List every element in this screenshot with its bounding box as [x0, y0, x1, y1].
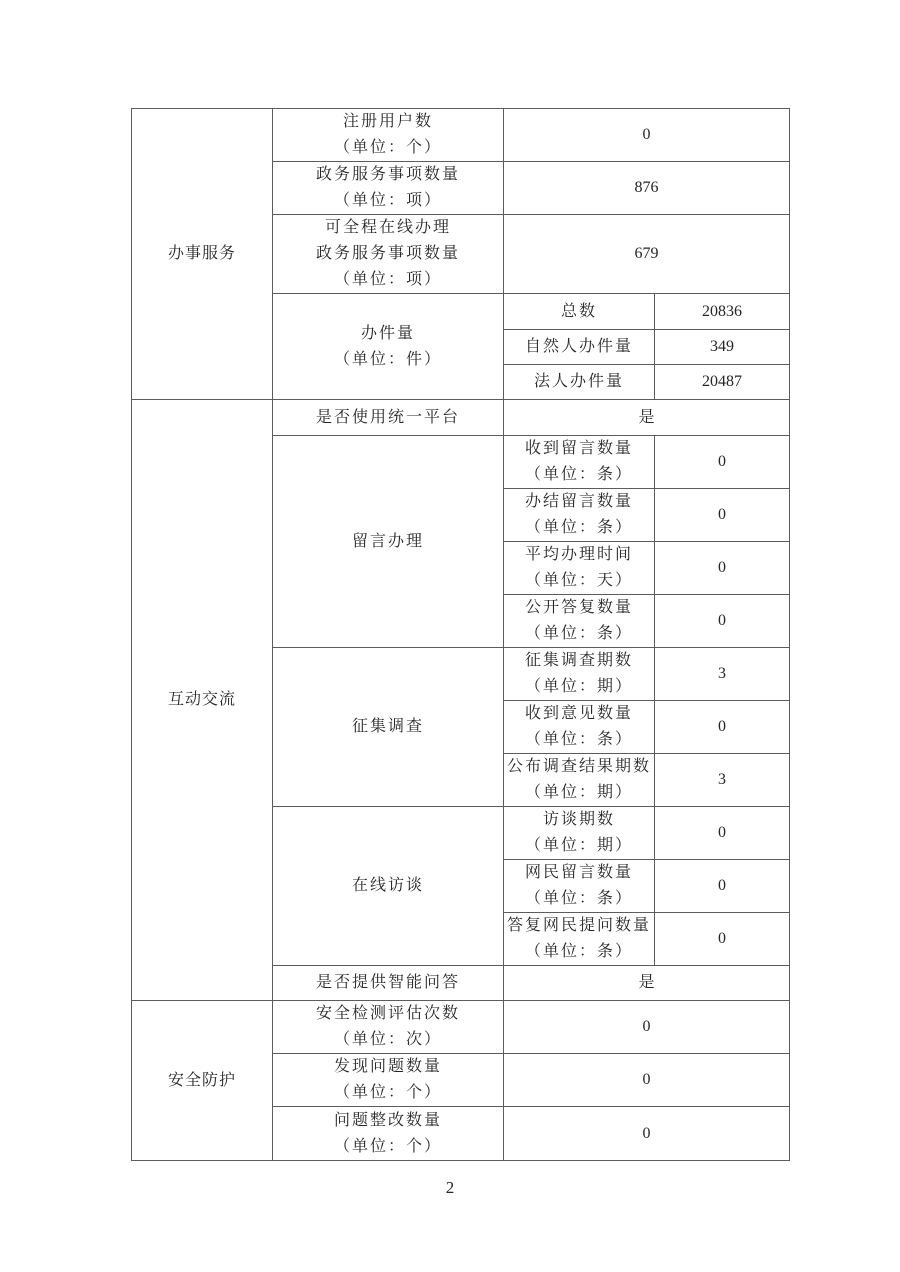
- subitem-cell: [504, 648, 655, 701]
- subitem-label: 网民留言数量: [524, 864, 633, 881]
- value-cell: 20836: [655, 294, 790, 330]
- item-label: 注册用户数: [342, 113, 433, 130]
- subitem-cell: [504, 701, 655, 754]
- subitem-unit: （单位：条）: [524, 519, 633, 536]
- item-label-line2: 政务服务事项数量: [315, 245, 460, 262]
- value-cell: 3: [655, 648, 790, 701]
- subitem-unit: （单位：天）: [524, 572, 633, 589]
- subitem-label: 答复网民提问数量: [506, 917, 651, 934]
- value-cell: 876: [504, 162, 790, 215]
- item-label: 是否使用统一平台: [315, 408, 460, 426]
- subitem-label: 办结留言数量: [524, 493, 633, 510]
- item-cell: [273, 109, 504, 162]
- value-cell: 0: [655, 595, 790, 648]
- subitem-cell: [504, 294, 655, 330]
- subitem-unit: （单位：期）: [524, 837, 633, 854]
- subitem-cell: [504, 489, 655, 542]
- item-unit: （单位：次）: [333, 1031, 442, 1048]
- value-cell: 0: [655, 436, 790, 489]
- subitem-cell: [504, 807, 655, 860]
- value-cell: 是: [504, 400, 790, 436]
- subitem-unit: （单位：条）: [524, 890, 633, 907]
- subitem-label: 总数: [560, 302, 597, 320]
- item-label: 办件量: [360, 324, 415, 342]
- table-row: [132, 109, 790, 162]
- subitem-unit: （单位：条）: [524, 466, 633, 483]
- item-label: 是否提供智能问答: [315, 974, 460, 991]
- subitem-cell: [504, 913, 655, 966]
- item-cell: [273, 436, 504, 648]
- subitem-unit: （单位：条）: [524, 943, 633, 960]
- subitem-unit: （单位：条）: [524, 731, 633, 748]
- item-cell: [273, 1054, 504, 1107]
- item-label: 发现问题数量: [333, 1058, 442, 1075]
- item-cell: [273, 215, 504, 294]
- category-label: 互动交流: [167, 691, 236, 708]
- value-cell: 20487: [655, 365, 790, 400]
- subitem-cell: [504, 542, 655, 595]
- table-row: [132, 400, 790, 436]
- item-cell: [273, 966, 504, 1001]
- item-cell: [273, 162, 504, 215]
- subitem-label: 收到意见数量: [524, 705, 633, 722]
- category-cell-security: [132, 1001, 273, 1161]
- subitem-unit: （单位：条）: [524, 625, 633, 642]
- value-cell: 679: [504, 215, 790, 294]
- category-cell-interaction: [132, 400, 273, 1001]
- item-cell: [273, 648, 504, 807]
- value-cell: 349: [655, 330, 790, 365]
- report-table: [131, 108, 790, 1161]
- item-label: 在线访谈: [351, 877, 424, 894]
- item-label: 可全程在线办理: [324, 219, 451, 236]
- subitem-unit: （单位：期）: [524, 784, 633, 801]
- subitem-cell: [504, 595, 655, 648]
- item-unit: （单位：项）: [333, 271, 442, 288]
- subitem-label: 公开答复数量: [524, 599, 633, 616]
- value-cell: 0: [655, 860, 790, 913]
- subitem-label: 访谈期数: [542, 811, 615, 828]
- subitem-label: 收到留言数量: [524, 440, 633, 457]
- value-cell: 0: [504, 109, 790, 162]
- subitem-label: 公布调查结果期数: [506, 758, 651, 775]
- value-cell: 0: [504, 1054, 790, 1107]
- value-cell: 3: [655, 754, 790, 807]
- item-cell: [273, 807, 504, 966]
- item-label: 留言办理: [351, 532, 424, 550]
- subitem-unit: （单位：期）: [524, 678, 633, 695]
- item-unit: （单位：个）: [333, 1084, 442, 1101]
- value-cell: 0: [655, 542, 790, 595]
- item-label: 问题整改数量: [333, 1111, 442, 1129]
- subitem-label: 法人办件量: [533, 373, 624, 390]
- value-cell: 0: [655, 807, 790, 860]
- item-label: 安全检测评估次数: [315, 1005, 460, 1022]
- value-cell: 0: [655, 701, 790, 754]
- page-number: 2: [445, 1178, 455, 1197]
- item-cell: [273, 1001, 504, 1054]
- value-cell: 0: [655, 913, 790, 966]
- item-label: 政务服务事项数量: [315, 166, 460, 183]
- item-unit: （单位：个）: [333, 139, 442, 156]
- category-cell-service: [132, 109, 273, 400]
- subitem-cell: [504, 754, 655, 807]
- item-unit: （单位：件）: [333, 350, 442, 368]
- subitem-label: 征集调查期数: [524, 652, 633, 669]
- item-unit: （单位：个）: [333, 1137, 442, 1155]
- value-cell: 0: [504, 1107, 790, 1161]
- item-label: 征集调查: [351, 718, 424, 735]
- item-unit: （单位：项）: [333, 192, 442, 209]
- category-label: 安全防护: [167, 1071, 236, 1089]
- subitem-cell: [504, 860, 655, 913]
- value-cell: 0: [504, 1001, 790, 1054]
- subitem-label: 自然人办件量: [524, 338, 633, 355]
- value-cell: 是: [504, 966, 790, 1001]
- subitem-cell: [504, 330, 655, 365]
- item-cell: [273, 1107, 504, 1161]
- item-cell: [273, 400, 504, 436]
- table-row: [132, 1001, 790, 1054]
- subitem-cell: [504, 365, 655, 400]
- category-label: 办事服务: [167, 245, 236, 262]
- subitem-cell: [504, 436, 655, 489]
- item-cell: [273, 294, 504, 400]
- value-cell: 0: [655, 489, 790, 542]
- subitem-label: 平均办理时间: [524, 546, 633, 563]
